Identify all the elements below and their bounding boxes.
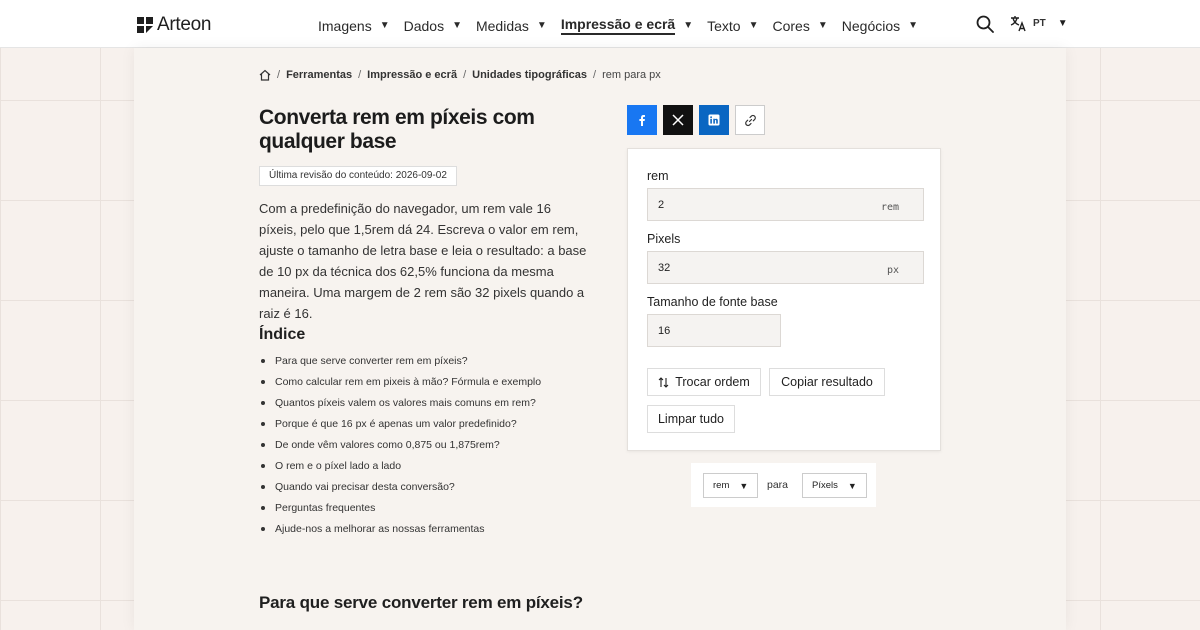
home-icon[interactable] xyxy=(259,69,271,81)
rem-label: rem xyxy=(647,169,669,183)
base-size-input[interactable] xyxy=(647,314,781,347)
main-content xyxy=(134,48,1066,630)
toc-item-label: Para que serve converter rem em píxeis? xyxy=(275,355,468,367)
logo-icon xyxy=(137,17,153,33)
copy-link-button[interactable] xyxy=(735,105,765,135)
toc-item[interactable] xyxy=(259,354,541,375)
x-icon xyxy=(672,114,684,126)
caret-down-icon: ▼ xyxy=(452,20,462,31)
nav-label: Texto xyxy=(707,17,741,34)
toc-item[interactable] xyxy=(259,480,541,501)
bullet-icon xyxy=(261,422,265,426)
breadcrumb-separator: / xyxy=(358,69,362,81)
nav-label: Cores xyxy=(772,17,810,34)
table-of-contents xyxy=(259,354,541,543)
caret-down-icon: ▼ xyxy=(739,480,749,491)
toc-item[interactable] xyxy=(259,501,541,522)
page-title: Converta rem em píxeis com qualquer base xyxy=(259,106,535,153)
toc-item-label: Porque é que 16 px é apenas um valor predefinido? xyxy=(275,418,517,430)
toc-item[interactable] xyxy=(259,522,541,543)
from-unit-value: rem xyxy=(713,480,730,491)
section-heading: Para que serve converter rem em píxeis? xyxy=(259,593,583,612)
toc-item[interactable] xyxy=(259,459,541,480)
copy-result-button[interactable] xyxy=(769,368,885,396)
nav-item-cores[interactable] xyxy=(773,16,828,35)
bullet-icon xyxy=(261,401,265,405)
top-header xyxy=(0,0,1200,48)
nav-label: Imagens xyxy=(318,17,372,34)
bullet-icon xyxy=(261,380,265,384)
breadcrumb-separator: / xyxy=(463,69,467,81)
caret-down-icon: ▼ xyxy=(748,20,759,31)
swap-order-label: Trocar ordem xyxy=(675,375,750,389)
toc-item-label: O rem e o píxel lado a lado xyxy=(275,460,402,472)
toc-item[interactable] xyxy=(259,438,541,459)
para-label: para xyxy=(767,479,789,491)
nav-item-medidas[interactable] xyxy=(476,16,547,35)
base-size-value: 16 xyxy=(658,325,671,337)
nav-label: Dados xyxy=(403,17,445,34)
nav-item-negocios[interactable] xyxy=(842,16,918,35)
pixels-label: Pixels xyxy=(647,232,681,246)
share-bar xyxy=(627,105,765,135)
breadcrumb-impressao[interactable]: Impressão e ecrã xyxy=(367,69,458,81)
brand-logo[interactable] xyxy=(137,14,211,36)
toc-item[interactable] xyxy=(259,417,541,438)
caret-down-icon: ▼ xyxy=(683,20,694,31)
pixels-input[interactable] xyxy=(647,251,924,284)
rem-unit: rem xyxy=(880,202,899,213)
main-nav xyxy=(318,16,932,35)
toc-item-label: Como calcular rem em pixeis à mão? Fórmula e exemplo xyxy=(275,376,542,388)
brand-name: Arteon xyxy=(157,14,212,35)
caret-down-icon: ▼ xyxy=(379,20,390,31)
copy-result-label: Copiar resultado xyxy=(781,375,873,389)
nav-label: Negócios xyxy=(841,17,901,34)
breadcrumb-separator: / xyxy=(593,69,597,81)
breadcrumb-separator: / xyxy=(277,69,281,81)
caret-down-icon: ▼ xyxy=(908,20,919,31)
breadcrumb-ferramentas[interactable]: Ferramentas xyxy=(286,69,353,81)
toc-item-label: Perguntas frequentes xyxy=(275,502,376,514)
caret-down-icon: ▼ xyxy=(1057,18,1068,29)
breadcrumb xyxy=(259,69,661,81)
to-unit-select[interactable] xyxy=(802,473,867,498)
caret-down-icon: ▼ xyxy=(847,480,857,491)
toc-item-label: De onde vêm valores como 0,875 ou 1,875rem? xyxy=(275,439,500,451)
facebook-icon xyxy=(636,114,648,126)
toc-title: Índice xyxy=(259,326,306,343)
pixels-value: 32 xyxy=(658,262,671,274)
bullet-icon xyxy=(261,485,265,489)
from-unit-select[interactable] xyxy=(703,473,758,498)
bullet-icon xyxy=(261,359,265,363)
nav-label: Impressão e ecrã xyxy=(561,16,675,35)
to-unit-value: Píxels xyxy=(812,480,838,491)
toc-item-label: Ajude-nos a melhorar as nossas ferramentas xyxy=(275,523,485,535)
nav-label: Medidas xyxy=(475,17,529,34)
share-x-button[interactable] xyxy=(663,105,693,135)
unit-selector-strip xyxy=(691,463,876,507)
breadcrumb-unidades[interactable]: Unidades tipográficas xyxy=(472,69,588,81)
pixels-unit: px xyxy=(886,265,899,276)
base-size-label: Tamanho de fonte base xyxy=(647,295,778,309)
intro-paragraph: Com a predefinição do navegador, um rem vale 16 píxeis, pelo que 1,5rem dá 24. Escreva o valor em rem, ajuste o tamanho de letra base e leia o resultado: a base de 10 px da técnica dos 62,5% funciona da mesma maneira. Uma margem de 2 rem são 32 pixels quando a raiz é 16. xyxy=(259,201,587,321)
swap-icon xyxy=(658,377,669,388)
bullet-icon xyxy=(261,464,265,468)
converter-card xyxy=(627,148,941,451)
clear-all-button[interactable] xyxy=(647,405,735,433)
linkedin-icon xyxy=(708,114,720,126)
search-icon[interactable] xyxy=(976,15,994,33)
toc-item[interactable] xyxy=(259,375,541,396)
share-facebook-button[interactable] xyxy=(627,105,657,135)
revision-badge: Última revisão do conteúdo: 2026-09-02 xyxy=(259,166,457,186)
bullet-icon xyxy=(261,527,265,531)
share-linkedin-button[interactable] xyxy=(699,105,729,135)
rem-value: 2 xyxy=(658,199,665,211)
toc-item-label: Quantos píxeis valem os valores mais comuns em rem? xyxy=(275,397,536,409)
bullet-icon xyxy=(261,506,265,510)
swap-order-button[interactable] xyxy=(647,368,761,396)
rem-input[interactable] xyxy=(647,188,924,221)
toc-item-label: Quando vai precisar desta conversão? xyxy=(275,481,455,493)
caret-down-icon: ▼ xyxy=(817,20,828,31)
nav-item-imagens[interactable] xyxy=(318,16,390,35)
language-code: PT xyxy=(1033,18,1046,29)
nav-item-texto[interactable] xyxy=(707,16,758,35)
breadcrumb-current: rem para px xyxy=(602,69,661,81)
bullet-icon xyxy=(261,443,265,447)
nav-item-dados[interactable] xyxy=(404,16,462,35)
caret-down-icon: ▼ xyxy=(536,20,547,31)
clear-all-label: Limpar tudo xyxy=(657,412,724,426)
link-icon xyxy=(744,114,757,127)
toc-item[interactable] xyxy=(259,396,541,417)
language-selector[interactable] xyxy=(1010,15,1068,32)
nav-item-impressao[interactable] xyxy=(561,16,693,35)
translate-icon xyxy=(1010,15,1027,32)
